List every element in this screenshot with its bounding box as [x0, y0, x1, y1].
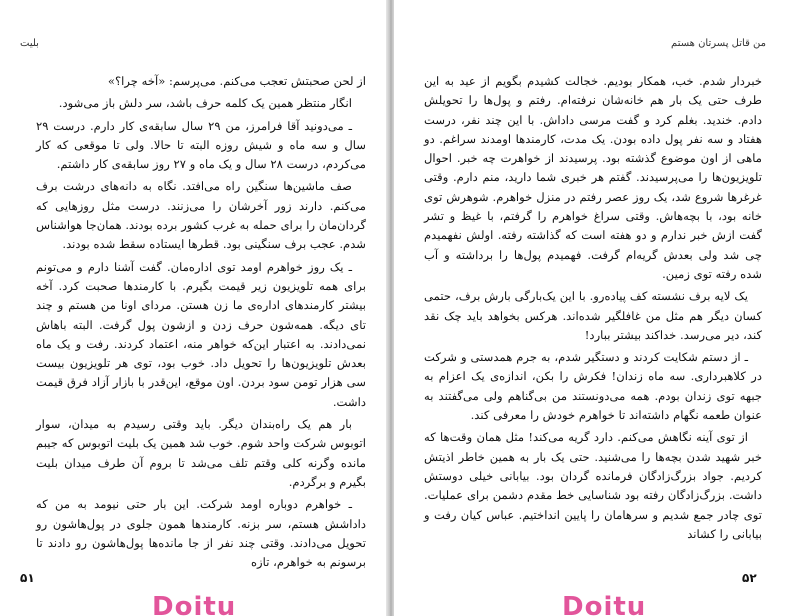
paragraph: ـ یک روز خواهرم اومد توی اداره‌مان. گفت آشنا دارم و می‌تونم برای همه تلویزیون زیر قیمت بگیرم. با کارمندها صحبت کرد. آخه بیشتر کارمندهای اداره‌ی ما زن هستن. مردای اونا من هستم و چند تای دیگه. همه‌شون حرف زدن و ازشون پول گرفت. البته باهاش نمی‌دادند. به اعتبار این‌که خواهر منه، اعتماد کردند. رفت و یک ماه بعدش تلویزیون‌ها را تحویل داد. خوب بود، توی هر تلویزیون بیست سی هزار تومن سود بردن. اون موقع، این‌قدر با بازار آزاد فرق قیمت داشت.: [36, 259, 366, 409]
right-page: [394, 0, 790, 616]
page-number-left: ۵۱: [20, 571, 35, 585]
publisher-logo: Doitu: [152, 592, 237, 616]
paragraph: خبردار شدم. خب، همکار بودیم. خجالت کشیدم بگویم از عید به این طرف حتی یک بار هم خانه‌شان نرفته‌ام. رفتم و پول‌ها را تحویلش دادم. خندید. بغلم کرد و گفت مرسی داداش. با این چند نفر، درست هفتاد و سه نفر پول داده بودن. یک مدت، کارمندها اومدند سراغم. دو ماهی از اون موضوع گذشته بود. پرسیدند از خواهرت چه خبر. احوال تلویزیون‌ها را می‌پرسیدند. گفتم هر خبری شما دارید، منم دارم. وقتی غرغرها شروع شد، یک روز عصر رفتم در منزل خواهرم. شوهرش توی خانه بود، با بچه‌هاش. وقتی سراغ خواهرم را گرفتم، با غیظ و تشر گفت ازش خبر ندارم و دو هفته است که گذاشته رفته. اولش نفهمیدم چی شد ولی بعدش گریه‌ام گرفت. فهمیدم پول‌ها را برداشته و آب شده رفته توی زمین.: [424, 74, 762, 281]
paragraph: ـ خواهرم دوباره اومد شرکت. این بار حتی نیومد به من که داداشش هستم، سر بزنه. کارمندها همون جلوی در پول‌هاشون رو تحویل می‌دادند. وقتی چند نفر از جا مانده‌ها پول‌هاشون رو دادند تا برسونم به خواهرم، تازه: [36, 497, 366, 570]
paragraph: ـ از دستم شکایت کردند و دستگیر شدم، به جرم همدستی و شرکت در کلاهبرداری. سه ماه زندان! فکرش را بکن، اندازه‌ی یک اعزام به جبهه توی زندان بودم. همه می‌دونستند من بی‌گناهم ولی می‌گفتند به عنوان طعمه نگهام داشته‌اند تا خواهرم خودش را معرفی کند.: [424, 350, 762, 423]
paragraph: صف ماشین‌ها سنگین راه می‌افتد. نگاه به دانه‌های درشت برف می‌کنم. دارند زور آخرشان را می‌زنند. درست مثل روزهایی که گردان‌مان را برای حمله به غرب کشور برده بودند. همان‌جا هواشناس شدم. عجب برف سنگینی بود. قطرها ایستاده سقط شده بودند.: [36, 179, 366, 252]
paragraph: یک لایه برف نشسته کف پیاده‌رو. با این یک‌بارگی بارش برف، حتمی کسان دیگر هم مثل من غافلگیر شده‌اند. هرکس بخواهد باید چک نقد کند، دیر می‌رسد. خداکند بیشتر ببارد!: [424, 289, 762, 342]
body-text-left: [36, 72, 366, 575]
running-header-left: بلیت: [20, 38, 39, 49]
publisher-logo: Doitu: [562, 592, 647, 616]
left-page: [0, 0, 388, 616]
running-header-right: من قاتل پسرتان هستم: [671, 38, 766, 49]
page-number-right: ۵۲: [742, 571, 757, 585]
paragraph: بار هم یک راه‌بندان دیگر. باید وقتی رسیدم به میدان، سوار اتوبوس شرکت واحد شوم. خوب شد همین یک بلیت اتوبوس که جیبم مانده وگرنه کلی وقتم تلف می‌شد تا بروم آن طرف میدان بلیت بگیرم و برگردم.: [36, 417, 366, 489]
paragraph: ـ می‌دونید آقا فرامرز، من ۲۹ سال سابقه‌ی کار دارم. درست ۲۹ سال و سه ماه و شیش روزه البته تا حالا. ولی تا موقعی که کار می‌کردم، درست ۲۸ سال و یک ماه و ۲۷ روز سابقه‌ی کار داشتم.: [36, 118, 366, 172]
body-text-right: [424, 72, 762, 547]
paragraph: انگار منتظر همین یک کلمه حرف باشد، سر دلش باز می‌شود.: [58, 96, 352, 111]
paragraph: از توی آینه نگاهش می‌کنم. دارد گریه می‌کند! مثل همان وقت‌ها که خبر شهید شدن بچه‌ها را می‌شنید. حتی یک بار به همین خاطر اذیتش کردیم. جواد بزرگ‌زادگان فرمانده گردان بود. بیابانی خیلی دوستش داشت. بزرگ‌زادگان رفته بود شناسایی خط مقدم دشمن برای عملیات. توی چادر جمع شدیم و سرهامان را پایین انداختیم. عباس کیان رفت و بیابانی را کشاند: [424, 430, 762, 541]
paragraph: از لحن صحبتش تعجب می‌کنم. می‌پرسم: «آخه چرا؟»: [107, 74, 366, 88]
